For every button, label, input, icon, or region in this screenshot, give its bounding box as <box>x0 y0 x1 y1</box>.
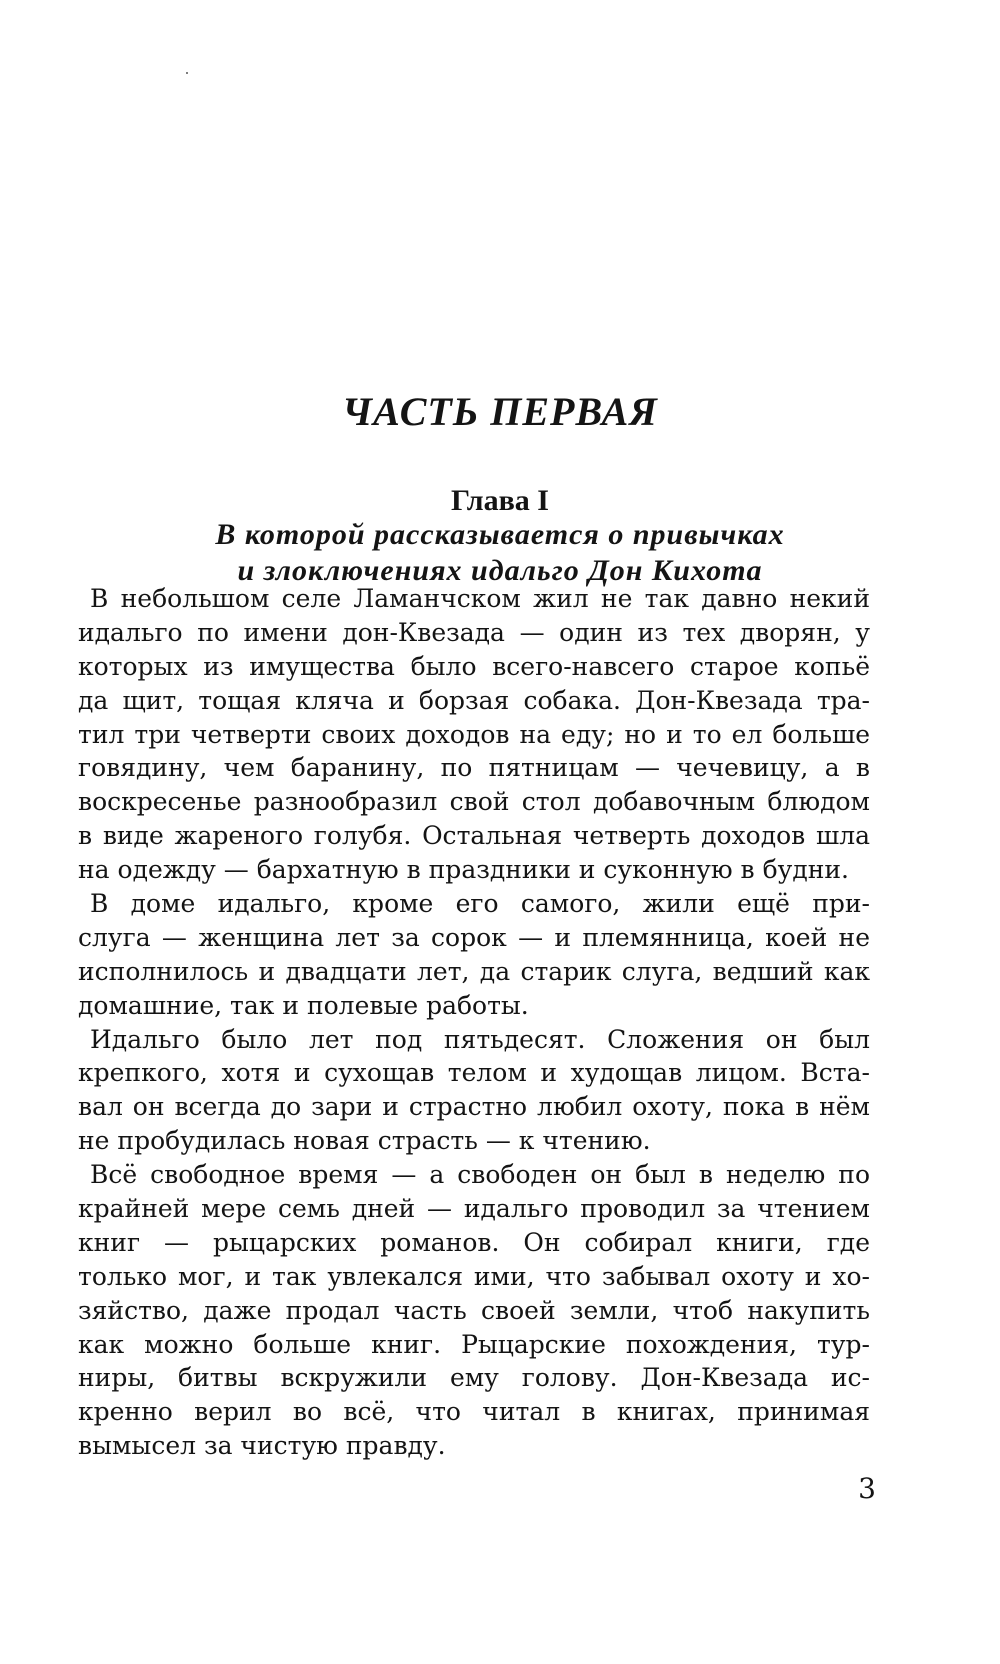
part-title: ЧАСТЬ ПЕРВАЯ <box>342 389 658 434</box>
text-line: в виде жареного голубя. Остальная четверть доходов шла <box>78 821 870 851</box>
text-line: кренно верил во всё, что читал в книгах, принимая <box>78 1397 870 1427</box>
paragraph <box>78 1158 870 1463</box>
text-line: вал он всегда до зари и страстно любил охоту, пока в нём <box>78 1092 870 1122</box>
text-line: Идальго было лет под пятьдесят. Сложения он был <box>90 1024 870 1054</box>
text-line: исполнилось и двадцати лет, да старик слуга, ведший как <box>78 956 870 986</box>
text-line: тил три четверти своих доходов на еду; но и то ел больше <box>78 719 870 749</box>
text-line: говядину, чем баранину, по пятницам — чечевицу, а в <box>78 753 870 783</box>
text-line: зяйство, даже продал часть своей земли, чтоб накупить <box>78 1295 870 1325</box>
text-line: на одежду — бархатную в праздники и суконную в будни. <box>78 855 849 885</box>
text-line: слуга — женщина лет за сорок — и племянница, коей не <box>78 922 870 952</box>
paragraph <box>78 887 870 1023</box>
text-line: которых из имущества было всего-навсего старое копьё <box>78 651 870 681</box>
text-line: да щит, тощая кляча и борзая собака. Дон-Квезада тра- <box>78 685 870 715</box>
text-line: не пробудилась новая страсть — к чтению. <box>78 1126 651 1156</box>
scan-speck <box>186 72 188 74</box>
body-text <box>78 582 870 1463</box>
chapter-subtitle-line: и злоключениях идальго Дон Кихота <box>237 554 763 587</box>
chapter-subtitle-line: В которой рассказывается о привычках <box>215 518 785 551</box>
text-line: крайней мере семь дней — идальго проводил за чтением <box>78 1194 870 1224</box>
paragraph <box>78 1023 870 1159</box>
text-line: только мог, и так увлекался ими, что забывал охоту и хо- <box>78 1261 870 1291</box>
text-line: воскресенье разнообразил свой стол добавочным блюдом <box>78 787 870 817</box>
chapter-number: Глава I <box>451 484 549 517</box>
text-line: В доме идальго, кроме его самого, жили ещё при- <box>90 889 870 919</box>
text-line: как можно больше книг. Рыцарские похождения, тур- <box>78 1329 870 1359</box>
text-line: ниры, битвы вскружили ему голову. Дон-Квезада ис- <box>78 1363 870 1393</box>
text-line: книг — рыцарских романов. Он собирал книги, где <box>78 1227 870 1257</box>
text-line: идальго по имени дон-Квезада — один из тех дворян, у <box>78 617 870 647</box>
text-line: крепкого, хотя и сухощав телом и худощав лицом. Вста- <box>78 1058 870 1088</box>
paragraph <box>78 582 870 887</box>
text-line: В небольшом селе Ламанчском жил не так давно некий <box>90 584 870 613</box>
page-number: 3 <box>858 1472 876 1505</box>
text-line: домашние, так и полевые работы. <box>78 990 529 1020</box>
chapter-subtitle <box>100 517 900 589</box>
text-line: вымысел за чистую правду. <box>78 1431 446 1461</box>
text-line: Всё свободное время — а свободен он был в неделю по <box>90 1160 870 1190</box>
